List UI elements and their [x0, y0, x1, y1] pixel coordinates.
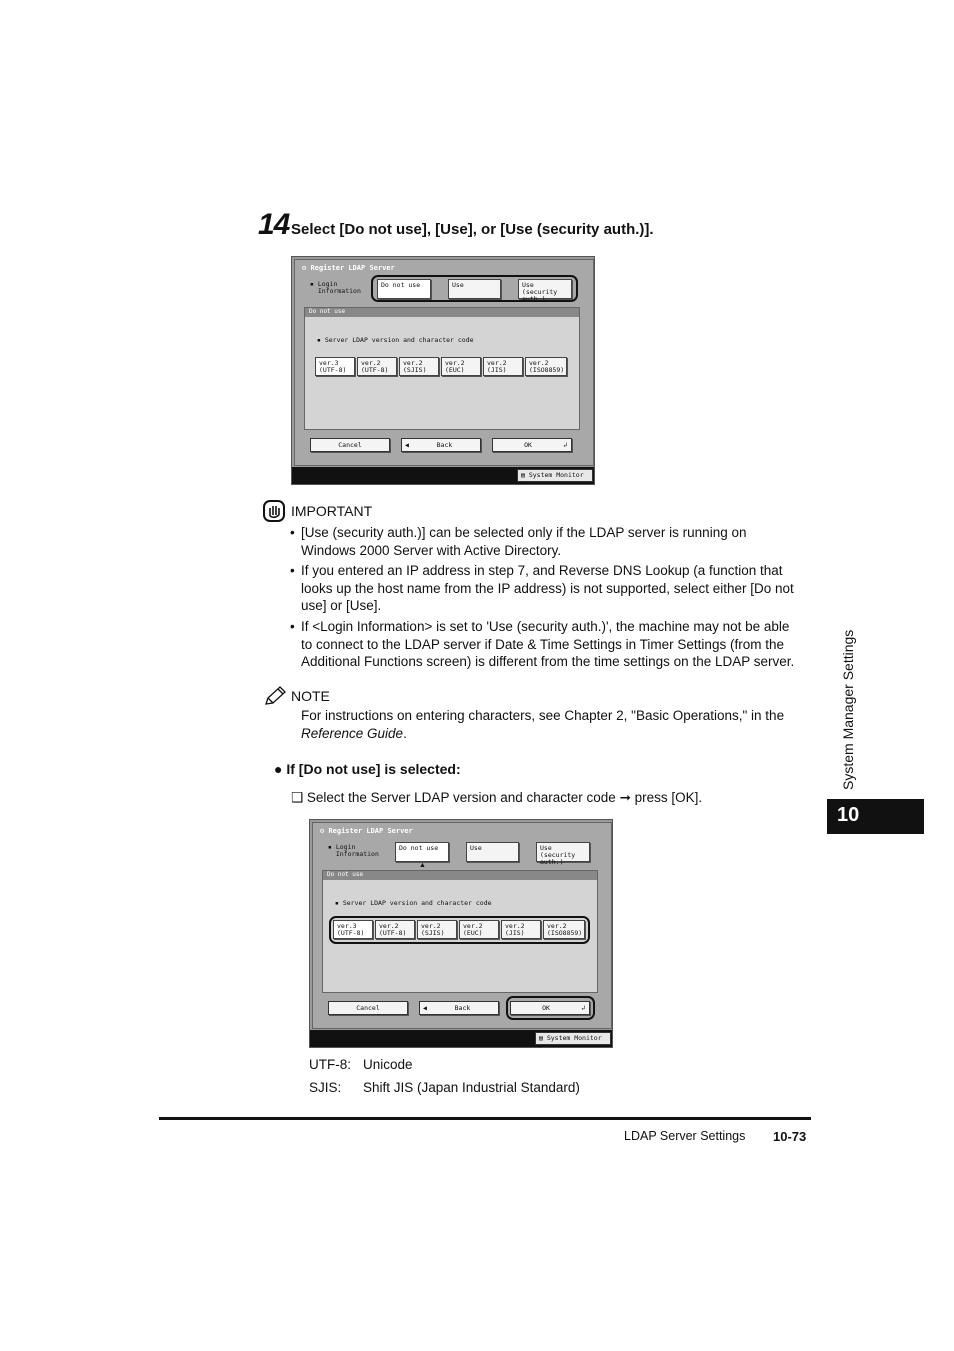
- chapter-tab: 10: [827, 799, 924, 834]
- checkbox-icon: ❑: [291, 790, 304, 805]
- do-not-use-button[interactable]: Do not use: [377, 279, 431, 299]
- gear-icon: ⚙: [302, 264, 311, 272]
- cancel-button[interactable]: Cancel: [328, 1001, 408, 1015]
- version-button[interactable]: ver.3 (UTF-8): [315, 357, 355, 376]
- side-section-label: System Manager Settings: [840, 629, 856, 790]
- selection-highlight: [371, 275, 578, 302]
- use-button[interactable]: Use: [448, 279, 501, 299]
- use-button[interactable]: Use: [466, 842, 519, 862]
- footer-section: LDAP Server Settings: [624, 1129, 746, 1143]
- version-button[interactable]: ver.3 (UTF-8): [333, 920, 373, 939]
- ok-button[interactable]: OK ↲: [510, 1001, 590, 1015]
- screen-title: ⚙ Register LDAP Server: [302, 264, 395, 272]
- important-bullet: • If you entered an IP address in step 7, and Reverse DNS Lookup (a function that looks up the host name from the IP address) is not supported, select either [Do not use] or [Use].: [290, 563, 794, 613]
- settings-panel: [304, 307, 580, 430]
- ldap-screen-1: [291, 256, 595, 485]
- screen-footer: [292, 467, 594, 487]
- version-button[interactable]: ver.2 (JIS): [501, 920, 541, 939]
- screen-footer: [310, 1030, 612, 1050]
- version-button[interactable]: ver.2 (UTF-8): [357, 357, 397, 376]
- enter-icon: ↲: [581, 1004, 585, 1012]
- version-button[interactable]: ver.2 (SJIS): [399, 357, 439, 376]
- do-not-use-button[interactable]: Do not use: [395, 842, 449, 862]
- section-bar: Do not use: [305, 308, 579, 317]
- important-bullet: • [Use (security auth.)] can be selected only if the LDAP server is running on Windows 2000 Server with Active Directory.: [290, 525, 747, 558]
- monitor-icon: ▤: [539, 1034, 547, 1042]
- glossary-definition: Unicode: [363, 1057, 413, 1072]
- selected-pointer-icon: ▲: [419, 862, 426, 869]
- monitor-icon: ▤: [521, 471, 529, 479]
- note-pencil-icon: [263, 685, 287, 707]
- back-arrow-icon: ◀: [405, 441, 409, 449]
- ldap-screen-2: [309, 819, 613, 1048]
- gear-icon: ⚙: [320, 827, 329, 835]
- version-button[interactable]: ver.2 (SJIS): [417, 920, 457, 939]
- section-bar: Do not use: [323, 871, 597, 880]
- important-heading: IMPORTANT: [291, 503, 373, 519]
- step-instruction: Select [Do not use], [Use], or [Use (security auth.)].: [291, 221, 654, 238]
- version-button[interactable]: ver.2 (JIS): [483, 357, 523, 376]
- bullet-dot-icon: ●: [274, 761, 283, 777]
- screen-title: ⚙ Register LDAP Server: [320, 827, 413, 835]
- note-text: For instructions on entering characters, see Chapter 2, "Basic Operations," in the Reference Guide.: [301, 708, 785, 741]
- instruction-line: ❑ Select the Server LDAP version and character code ➞ press [OK].: [291, 790, 703, 805]
- version-heading: ▪ Server LDAP version and character code: [335, 899, 492, 907]
- page-number: 10-73: [773, 1129, 807, 1144]
- use-security-auth-button[interactable]: Use (security auth.): [518, 279, 572, 299]
- ok-button[interactable]: OK ↲: [492, 438, 572, 452]
- glossary-definition: Shift JIS (Japan Industrial Standard): [363, 1080, 580, 1095]
- version-button[interactable]: ver.2 (ISO8859): [525, 357, 567, 376]
- glossary-term: SJIS:: [309, 1080, 342, 1095]
- back-button[interactable]: ◀ Back: [401, 438, 481, 452]
- enter-icon: ↲: [563, 441, 567, 449]
- login-information-label: ▪ Login Information: [328, 843, 379, 858]
- login-information-label: ▪ Login Information: [310, 280, 361, 295]
- system-monitor-button[interactable]: ▤ System Monitor ▸: [517, 469, 593, 482]
- glossary-term: UTF-8:: [309, 1057, 351, 1072]
- settings-panel: [322, 870, 598, 993]
- important-bullet: • If <Login Information> is set to 'Use (security auth.)', the machine may not be able to connect to the LDAP server if Date & Time Settings in Timer Settings (from the Additional Functions screen) is different from the time settings on the LDAP server.: [290, 619, 795, 669]
- footer-rule: [159, 1117, 811, 1120]
- version-button[interactable]: ver.2 (EUC): [459, 920, 499, 939]
- step-number: 14: [258, 208, 290, 241]
- important-hand-icon: [263, 500, 285, 522]
- system-monitor-button[interactable]: ▤ System Monitor ▸: [535, 1032, 611, 1045]
- note-heading: NOTE: [291, 688, 330, 704]
- version-button[interactable]: ver.2 (UTF-8): [375, 920, 415, 939]
- version-button[interactable]: ver.2 (ISO8859): [543, 920, 585, 939]
- ok-highlight: [506, 996, 595, 1020]
- back-arrow-icon: ◀: [423, 1004, 427, 1012]
- back-button[interactable]: ◀ Back: [419, 1001, 499, 1015]
- selection-highlight: [329, 916, 590, 944]
- version-button[interactable]: ver.2 (EUC): [441, 357, 481, 376]
- subsection-heading: ● If [Do not use] is selected:: [274, 761, 461, 777]
- version-heading: ▪ Server LDAP version and character code: [317, 336, 474, 344]
- cancel-button[interactable]: Cancel: [310, 438, 390, 452]
- use-security-auth-button[interactable]: Use (security auth.): [536, 842, 590, 862]
